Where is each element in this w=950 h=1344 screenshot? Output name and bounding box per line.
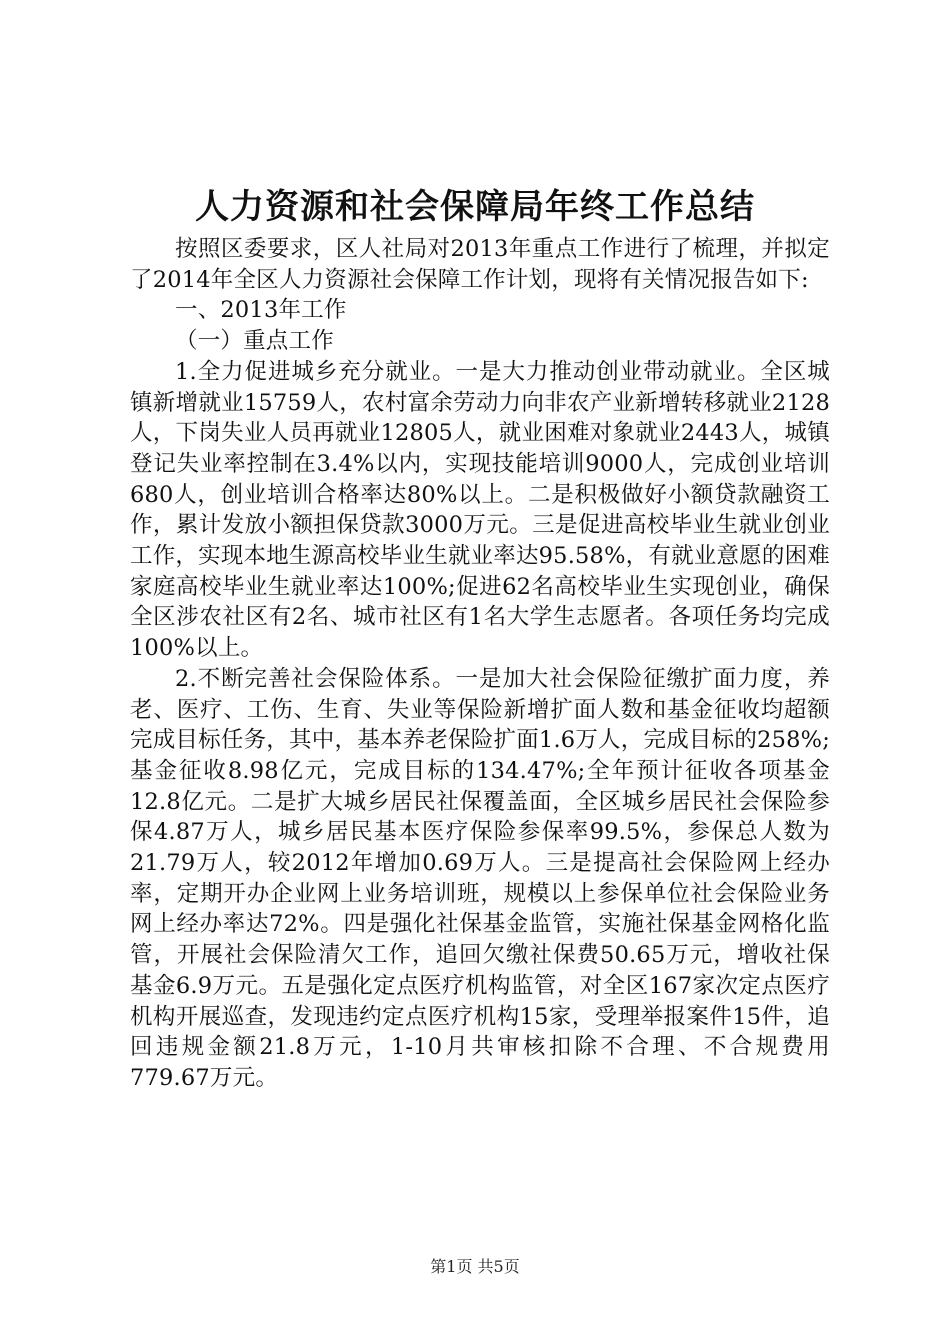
document-title: 人力资源和社会保障局年终工作总结 [195,187,755,227]
section-heading: 一、2013年工作 [175,297,347,324]
intro-paragraph: 按照区委要求，区人社局对2013年重点工作进行了梳理，并拟定了2014年全区人力资源社会保障工作计划，现将有关情况报告如下: [130,236,830,293]
document-body [130,234,830,1094]
employment-paragraph: 1.全力促进城乡充分就业。一是大力推动创业带动就业。全区城镇新增就业15759人，农村富余劳动力向非农产业新增转移就业2128人，下岗失业人员再就业12805人，就业困难对象就业2443人，城镇登记失业率控制在3.4%以内，实现技能培训9000人，完成创业培训680人，创业培训合格率达80%以上。二是积极做好小额贷款融资工作，累计发放小额担保贷款3000万元。三是促进高校毕业生就业创业工作，实现本地生源高校毕业生就业率达95.58%，有就业意愿的困难家庭高校毕业生就业率达100%;促进62名高校毕业生实现创业，确保全区涉农社区有2名、城市社区有1名大学生志愿者。各项任务均完成100%以上。 [130,358,830,662]
social-insurance-paragraph: 2.不断完善社会保险体系。一是加大社会保险征缴扩面力度，养老、医疗、工伤、生育、失业等保险新增扩面人数和基金征收均超额完成目标任务，其中，基本养老保险扩面1.6万人，完成目标的258%;基金征收8.98亿元，完成目标的134.47%;全年预计征收各项基金12.8亿元。二是扩大城乡居民社保覆盖面，全区城乡居民社会保险参保4.87万人，城乡居民基本医疗保险参保率99.5%，参保总人数为21.79万人，较2012年增加0.69万人。三是提高社会保险网上经办率，定期开办企业网上业务培训班，规模以上参保单位社会保险业务网上经办率达72%。四是强化社保基金监管，实施社保基金网格化监管，开展社会保险清欠工作，追回欠缴社保费50.65万元，增收社保基金6.9万元。五是强化定点医疗机构监管，对全区167家次定点医疗机构开展巡查，发现违约定点医疗机构15家，受理举报案件15件，追回违规金额21.8万元，1-10月共审核扣除不合理、不合规费用779.67万元。 [130,665,830,1091]
subsection-heading: （一）重点工作 [175,328,334,355]
page-footer: 第1页 共5页 [430,1257,520,1276]
